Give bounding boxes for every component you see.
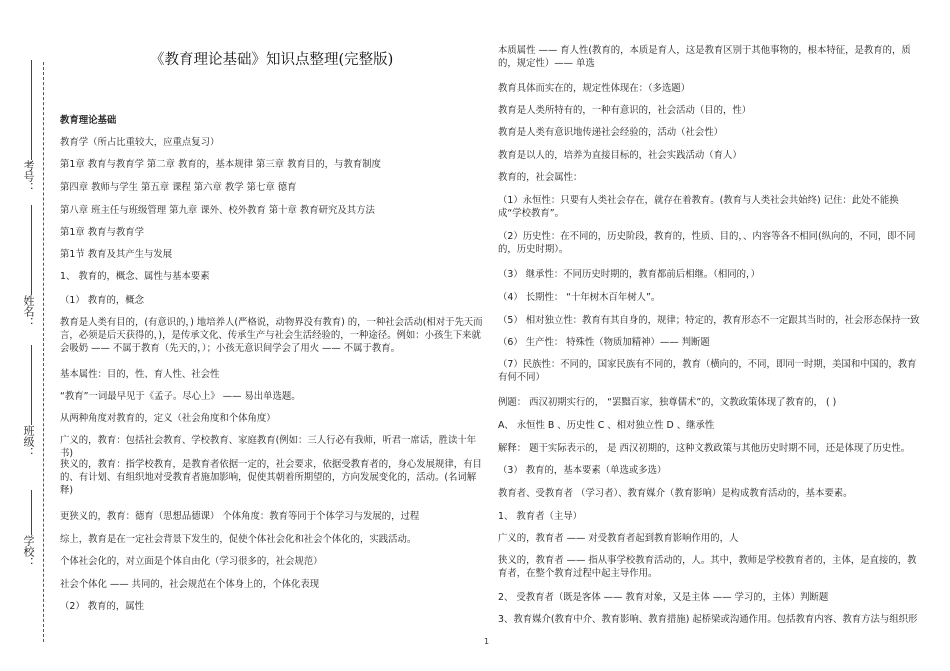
class-field (22, 345, 38, 458)
paragraph: 第1章 教育与教育学 第二章 教育的，基本规律 第三章 教育目的，与教育制度 (60, 159, 381, 170)
class-blank (31, 345, 32, 425)
paragraph: 第四章 教师与学生 第五章 课程 第六章 教学 第七章 德育 (60, 182, 297, 193)
paragraph: 1、 教育的，概念、属性与基本要素 (60, 271, 210, 282)
paragraph: 狭义的，教育者 —— 指从事学校教育活动的，人。其中，教师是学校教育者的，主体，是直接的，教育者，在整个教育过程中起主导作用。 (498, 555, 917, 579)
name-field (22, 205, 38, 328)
exam-no-blank (31, 60, 32, 160)
paragraph: 解释： 题干实际表示的， 是 西汉初期的，这种文教政策与其他历史时期不同，还是体现了历史性。 (498, 443, 911, 454)
paragraph: （3） 教育的，基本要素（单选或多选） (498, 465, 667, 476)
paragraph: 教育是人类所特有的，一种有意识的，社会活动（目的，性） (498, 105, 752, 116)
school-field (22, 490, 38, 568)
paragraph: （5） 相对独立性：教育有其自身的，规律；特定的，教育形态不一定跟其当时的，社会形态保持一致 (498, 315, 920, 326)
paragraph: 第1节 教育及其产生与发展 (60, 249, 173, 260)
exam-no-label: 考号： (22, 160, 35, 193)
paragraph: 本质属性 —— 育人性(教育的，本质是育人，这是教育区别于其他事物的，根本特征，是教育的，质的，规定性）—— 单选 (498, 45, 911, 69)
paragraph: 广义的，教育者 —— 对受教育者起到教育影响作用的，人 (498, 533, 739, 544)
paragraph: 3、教育媒介(教育中介、教育影响、教育措施) 起桥梁或沟通作用。包括教育内容、教育方法与组织形 (498, 614, 918, 625)
paragraph: （6） 生产性： 特殊性（物质加精神）—— 判断题 (498, 337, 710, 348)
paragraph: （2）历史性：在不同的，历史阶段，教育的，性质、目的，、内容等各不相同(纵向的，不同，即不同的，历史时期）。 (498, 231, 916, 255)
paragraph: 例题： 西汉初期实行的， “罢黜百家，独尊儒术”的，文教政策体现了教育的， ( ) (498, 397, 837, 408)
name-blank (31, 205, 32, 295)
section-heading: 教育理论基础 (60, 115, 117, 126)
paragraph: 社会个体化 —— 共同的，社会规范在个体身上的，个体化表现 (60, 579, 320, 590)
exam-no-field (22, 60, 38, 193)
paragraph: 广义的，教育：包括社会教育、学校教育、家庭教育(例如：三人行必有我师，听君一席话，胜读十年书) (60, 435, 477, 459)
paragraph: 教育的，社会属性： (498, 172, 583, 183)
paragraph: 教育是人类有意识地传递社会经验的，活动（社会性） (498, 127, 724, 138)
page-number: 1 (484, 637, 490, 646)
name-label: 姓名： (22, 295, 35, 328)
binding-dashed-line (43, 62, 44, 642)
paragraph: 更狭义的，教育：德育（思想品德课） 个体角度：教育等同于个体学习与发展的，过程 (60, 511, 420, 522)
paragraph: A、 永恒性 B 、历史性 C 、相对独立性 D 、继承性 (498, 420, 715, 431)
paragraph: 从两种角度对教育的，定义（社会角度和个体角度） (60, 413, 276, 424)
class-label: 班级： (22, 425, 35, 458)
paragraph: （7）民族性：不同的，国家民族有不同的，教育（横向的，不同，即同一时期，美国和中国的，教育有何不同） (498, 359, 917, 383)
paragraph: （3） 继承性：不同历史时期的，教育都前后相继。（相同的，） (498, 269, 761, 280)
paragraph: 狭义的，教育：指学校教育，是教育者依据一定的，社会要求，依据受教育者的，身心发展规律，有目的、有计划、有组织地对受教育者施加影响，促使其朝着所期望的，方向发展变化的，活动。(名词解释) (60, 459, 482, 496)
document-title: 《教育理论基础》知识点整理(完整版) (150, 52, 394, 68)
paragraph: 基本属性：目的，性、育人性、社会性 (60, 369, 220, 380)
paragraph: 个体社会化的，对立面是个体自由化（学习很多的，社会规范） (60, 556, 323, 567)
school-blank (31, 490, 32, 535)
paragraph: （2） 教育的，属性 (60, 601, 144, 612)
binding-margin (0, 0, 52, 671)
paragraph: “教育”一词最早见于《孟子。尽心上》 —— 易出单选题。 (60, 391, 301, 402)
paragraph: 教育具体而实在的，规定性体现在：（多选题） (498, 83, 691, 94)
paragraph: （1）永恒性：只要有人类社会存在，就存在着教育。(教育与人类社会共始终) 记住：此处不能换成“学校教育”。 (498, 195, 899, 219)
school-label: 学校： (22, 535, 35, 568)
paragraph: （1） 教育的，概念 (60, 295, 144, 306)
paragraph: 第八章 班主任与班级管理 第九章 课外、校外教育 第十章 教育研究及其方法 (60, 205, 375, 216)
paragraph: 2、 受教育者（既是客体 —— 教育对象，又是主体 —— 学习的，主体）判断题 (498, 592, 829, 603)
paragraph: 教育是人类有目的，(有意识的，) 地培养人(严格说，动物界没有教育) 的，一种社会活动(相对于先天而言，必须是后天获得的，)，是传承文化、传承生产与社会生活经验的，一种途径。例如：小孩生下来就会吸奶 —— 不属于教育（先天的，）；小孩无意识间学会了用火 —— 不属于教育。 (60, 317, 483, 354)
paragraph: 教育是以人的，培养为直接目标的，社会实践活动（育人） (498, 150, 742, 161)
paragraph: 教育者、受教育者 （学习者）、教育媒介（教育影响）是构成教育活动的，基本要素。 (498, 488, 853, 499)
paragraph: 综上，教育是在一定社会背景下发生的，促使个体社会化和社会个体化的，实践活动。 (60, 534, 417, 545)
paragraph: 教育学（所占比重较大，应重点复习） (60, 137, 220, 148)
paragraph: 1、 教育者（主导） (498, 511, 582, 522)
paragraph: 第1章 教育与教育学 (60, 227, 144, 238)
paragraph: （4） 长期性： “十年树木百年树人”。 (498, 292, 661, 303)
